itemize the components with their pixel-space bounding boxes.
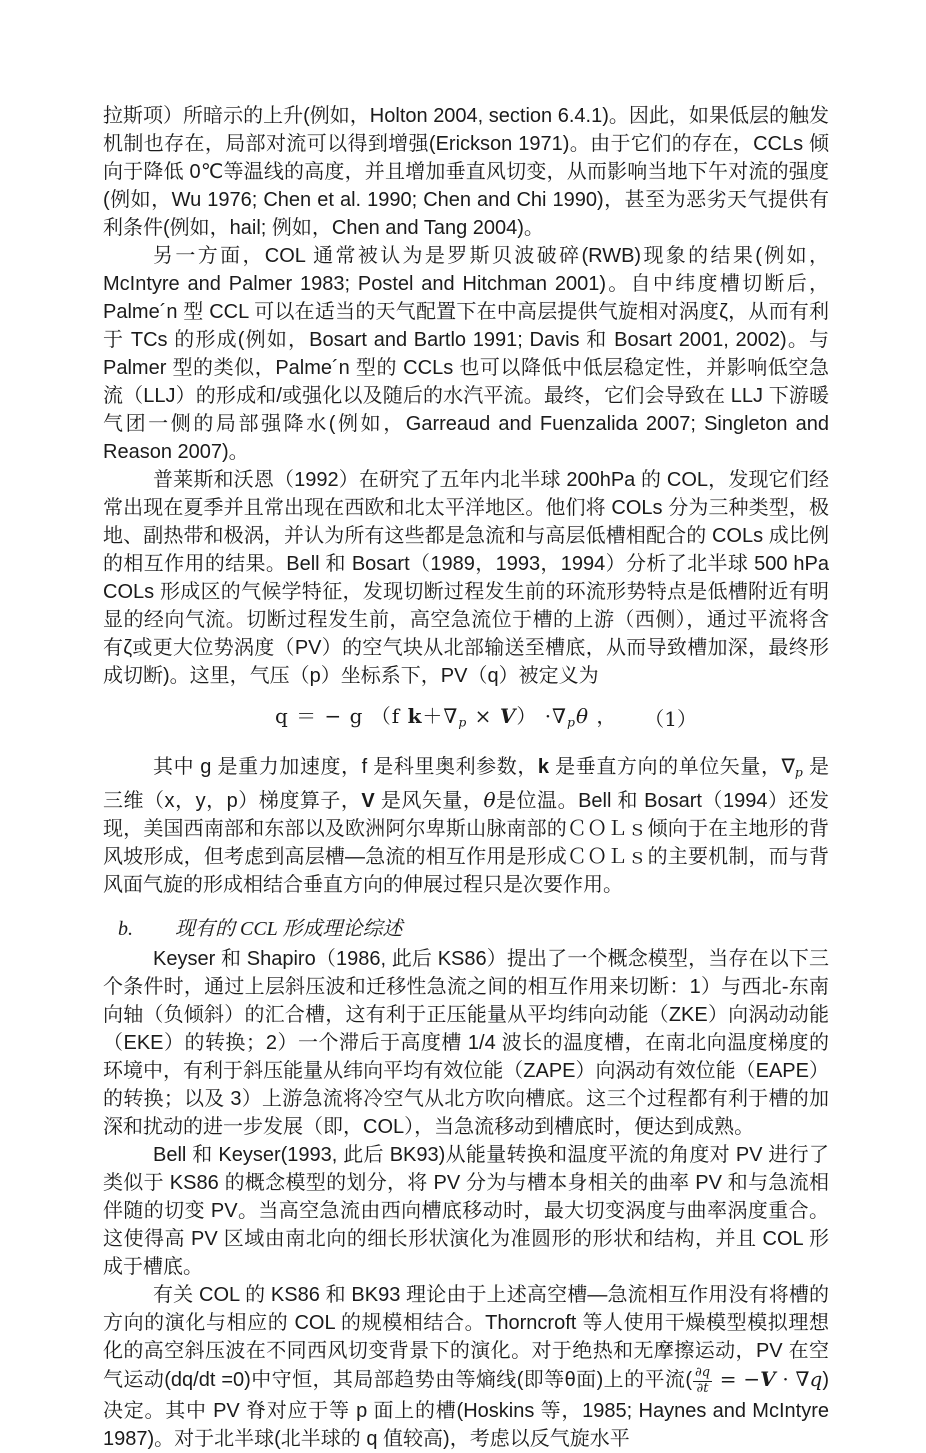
text-segment: 是位温。Bell 和 Bosart（1994）还发现，美国西南部和东部以及欧洲阿尔卑斯山脉南部的ＣＯＬｓ倾向于在主地形的背风坡形成，但考虑到高层槽—急流的相互作用是形成ＣＯＬｓ的主要机制，而与背风面气旋的形成相结合垂直方向的伸展过程只是次要作用。 [103, 790, 830, 897]
text-segment: · ∇ [775, 1367, 810, 1392]
paragraph-bk93 [103, 1141, 829, 1281]
text-segment: k [537, 755, 550, 778]
text-segment: 是三维（x，y，p）梯度算子， [103, 755, 829, 813]
paragraph-intro-continued [103, 102, 829, 242]
text-segment: × [467, 704, 500, 728]
text-segment: 有关 COL 的 KS86 和 BK93 理论由于上述高空槽—急流相互作用没有将槽的方向的演化与相应的 COL 的规模相结合。Thorncroft 等人使用干燥模型模拟理想化的高空斜压波在不同西风切变背景下的演化。对于绝热和无摩擦运动，PV 在空气运动(dq/dt =0)中守恒，其局部趋势由等熵线(即等θ面)上的平流( [103, 1284, 829, 1392]
text-segment: k [407, 704, 423, 728]
heading-label: b. [118, 918, 133, 941]
text-segment: = − [713, 1367, 761, 1392]
text-segment: p [458, 714, 468, 730]
equation-number: （1） [644, 707, 697, 732]
text-segment: V [361, 790, 375, 813]
text-segment: 是垂直方向的单位矢量，∇ [549, 755, 795, 778]
heading-text: 现有的 CCL 形成理论综述 [175, 918, 403, 941]
text-segment: p [794, 764, 803, 780]
page-text [103, 102, 829, 1453]
text-segment: )决定。其中 PV 脊对应于等 p 面上的槽(Hoskins 等，1985; Haynes and McIntyre 1987)。对于北半球(北半球的 q 值较高)，考虑以反气旋水平 [103, 1369, 829, 1450]
equation-1 [103, 702, 829, 737]
text-segment: 是风矢量， [374, 790, 484, 813]
text-segment: ） ·∇ [516, 704, 568, 728]
paragraph-col-rwb [103, 242, 829, 466]
text-segment: 拉斯项）所暗示的上升(例如，Holton 2004, section 6.4.1)。因此，如果低层的触发机制也存在，局部对流可以得到增强(Erickson 1971)。由于它们的存在，CCLs 倾向于降低 0℃等温线的高度，并且增加垂直风切变，从而影响当地下午对流的强度(例如，Wu 1976; Chen et al. 1990; Chen and Chi 1990)，甚至为恶劣天气提供有利条件(例如，hail; 例如，Chen and Tang 2004)。 [103, 105, 829, 239]
text-segment: 另一方面，COL 通常被认为是罗斯贝波破碎(RWB)现象的结果(例如，McIntyre and Palmer 1983; Postel and Hitchman 2001)。自中纬度槽切断后，Palme´n 型 CCL 可以在适当的天气配置下在中高层提供气旋相对涡度ζ，从而有利于 TCs 的形成(例如，Bosart and Bartlo 1991; Davis 和 Bosart 2001, 2002)。与 Palmer 型的类似，Palme´n 型的 CCLs 也可以降低中低层稳定性，并影响低空急流（LLJ）的形成和/或强化以及随后的水汽平流。最终，它们会导致在 LLJ 下游暖气团一侧的局部强降水(例如，Garreaud and Fuenzalida 2007; Singleton and Reason 2007)。 [103, 245, 829, 463]
text-segment: Bell 和 Keyser(1993, 此后 BK93)从能量转换和温度平流的角度对 PV 进行了类似于 KS86 的概念模型的划分，将 PV 分为与槽本身相关的曲率 PV 和与急流相伴随的切变 PV。当高空急流由西向槽底移动时，最大切变涡度与曲率涡度重合。这使得高 PV 区域由南北向的细长形状演化为准圆形的形状和结构，并且 COL 形成于槽底。 [103, 1144, 829, 1279]
inline-fraction: $\frac{\partial q}{\partial t}$ [694, 1364, 711, 1396]
text-segment: ， [589, 704, 618, 728]
paragraph-thorncroft [103, 1281, 829, 1452]
text-segment: p [567, 714, 576, 730]
text-segment: V [499, 704, 517, 728]
equation-body [275, 702, 617, 737]
text-segment: ＋∇ [422, 704, 459, 728]
text-segment: q ＝ − g （f [275, 704, 408, 728]
paragraph-price-vaughan [103, 466, 829, 690]
text-segment: Keyser 和 Shapiro（1986, 此后 KS86）提出了一个概念模型，当存在以下三个条件时，通过上层斜压波和迁移性急流之间的相互作用来切断：1）与西北-东南向轴（负倾斜）的汇合槽，这有利于正压能量从平均纬向动能（ZKE）向涡动动能（EKE）的转换；2）一个滞后于高度槽 1/4 波长的温度槽，在南北向温度梯度的环境中，有利于斜压能量从纬向平均有效位能（ZAPE）向涡动有效位能（EAPE）的转换；以及 3）上游急流将冷空气从北方吹向槽底。这三个过程都有利于槽的加深和扰动的进一步发展（即，COL），当急流移动到槽底时，便达到成熟。 [103, 948, 829, 1139]
text-segment: q [809, 1367, 823, 1392]
text-segment: V [760, 1367, 776, 1392]
paragraph-ks86 [103, 945, 829, 1141]
text-segment: θ [575, 704, 590, 728]
paragraph-pv-definition [103, 753, 829, 900]
text-segment: θ [483, 788, 496, 813]
section-heading-b [118, 915, 829, 943]
text-segment: 普莱斯和沃恩（1992）在研究了五年内北半球 200hPa 的 COL，发现它们经常出现在夏季并且常出现在西欧和北太平洋地区。他们将 COLs 分为三种类型，极地、副热带和极涡，并认为所有这些都是急流和与高层低槽相配合的 COLs 成比例的相互作用的结果。Bell 和 Bosart（1989，1993，1994）分析了北半球 500 hPa COLs 形成区的气候学特征，发现切断过程发生前的环流形势特点是低槽附近有明显的经向气流。切断过程发生前，高空急流位于槽的上游（西侧），通过平流将含有ζ或更大位势涡度（PV）的空气块从北部输送至槽底，从而导致槽加深，最终形成切断)。这里，气压（p）坐标系下，PV（q）被定义为 [103, 469, 829, 687]
text-segment: 其中 g 是重力加速度，f 是科里奥利参数， [153, 755, 538, 778]
